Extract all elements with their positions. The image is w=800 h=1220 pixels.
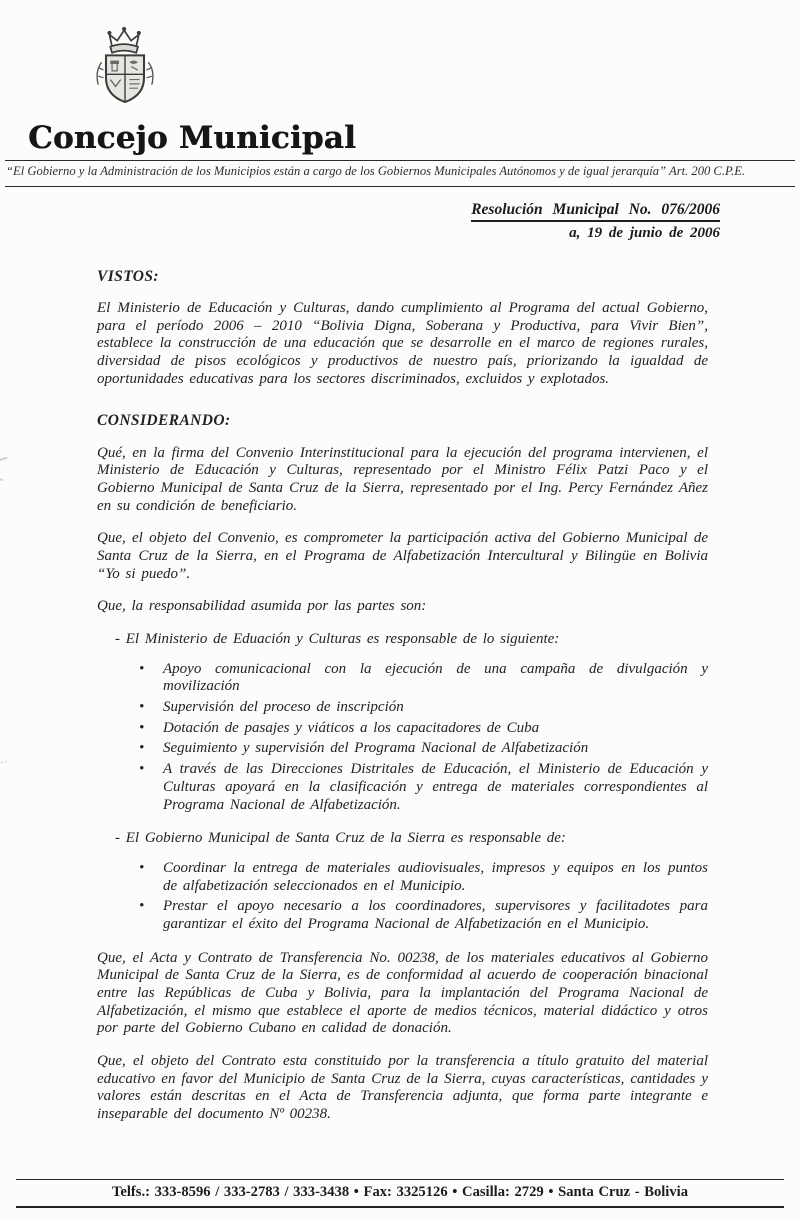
list-item-text: Apoyo comunicacional con la ejecución de una campaña de divulgación y movilización — [163, 660, 708, 695]
bullet-icon: • — [139, 761, 145, 778]
letterfoot — [16, 1179, 784, 1208]
bullet-icon: • — [139, 699, 145, 716]
paragraph-responsabilidad: Que, la responsabilidad asumida por las partes son: — [97, 598, 427, 615]
organization-name: Concejo Municipal — [28, 120, 356, 156]
header-divider-bottom — [5, 186, 795, 187]
contact-info: Telfs.: 333-8596 / 333-2783 / 333-3438 • Fax: 3325126 • Casilla: 2729 • Santa Cruz - Bolivia — [111, 1184, 688, 1200]
scan-artifact — [0, 756, 22, 791]
paragraph-convenio-firma: Qué, en la firma del Convenio Interinstitucional para la ejecución del programa intervienen, el Ministerio de Educación y Culturas, representado por el Ministro Félix Patzi Paco y el Gobierno Municipal de Santa Cruz de la Sierra, representado por el Ing. Percy Fernández Añez en su condición de beneficiario. — [97, 444, 708, 514]
list-item — [139, 720, 708, 738]
list-item-text: A través de las Direcciones Distritales de Educación, el Ministerio de Educación y Culturas apoyará en la clasificación y entrega de materiales correspondientes al Programa Nacional de Alfabetización. — [163, 761, 708, 813]
bullet-icon: • — [139, 898, 145, 915]
resolution-title-block — [0, 201, 800, 242]
bullet-icon: • — [139, 859, 145, 876]
ministry-responsibilities-intro: - El Ministerio de Eduación y Culturas es responsable de lo siguiente: — [115, 631, 560, 648]
list-item-text: Seguimiento y supervisión del Programa Nacional de Alfabetización — [163, 740, 589, 757]
list-item-text: Dotación de pasajes y viáticos a los capacitadores de Cuba — [163, 719, 540, 736]
document-body — [97, 268, 708, 1124]
coat-of-arms-icon — [86, 26, 164, 121]
resolution-title: Resolución Municipal No. 076/2006 — [471, 201, 720, 222]
paragraph-acta-contrato: Que, el Acta y Contrato de Transferencia No. 00238, de los materiales educativos al Gobierno Municipal de Santa Cruz de la Sierra, es de conformidad al acuerdo de cooperación binacional entre las Repúblicas de Cuba y Bolivia, para la implantación del Programa Nacional de Alfabetización, el mismo que establece el aporte de medios técnicos, material didáctico y otros por parte del Gobierno Cubano en calidad de donación. — [97, 949, 708, 1037]
list-item-text: Supervisión del proceso de inscripción — [163, 699, 404, 716]
resolution-date: a, 19 de junio de 2006 — [569, 224, 720, 241]
scan-artifact — [0, 452, 22, 486]
ministry-responsibilities-list — [139, 661, 708, 815]
bullet-icon: • — [139, 740, 145, 757]
bullet-icon: • — [139, 660, 145, 677]
list-item — [139, 661, 708, 696]
list-item — [139, 740, 708, 758]
constitutional-quote: “El Gobierno y la Administración de los Municipios están a cargo de los Gobiernos Municipales Autónomos y de igual jerarquía” Art. 200 C.P.E. — [6, 163, 746, 178]
list-item — [139, 860, 708, 895]
paragraph-objeto-convenio: Que, el objeto del Convenio, es comprometer la participación activa del Gobierno Municipal de Santa Cruz de la Sierra, en el Programa de Alfabetización Intercultural y Bilingüe en Bolivia “Yo si puedo”. — [97, 530, 708, 582]
coat-of-arms — [86, 26, 800, 122]
letterhead — [0, 0, 800, 155]
section-heading-vistos: VISTOS: — [97, 267, 159, 285]
municipality-responsibilities-list — [139, 860, 708, 934]
list-item-text: Prestar el apoyo necesario a los coordinadores, supervisores y facilitadotes para garantizar el éxito del Programa Nacional de Alfabetización en el Municipio. — [163, 898, 708, 932]
list-item — [139, 761, 708, 814]
list-item-text: Coordinar la entrega de materiales audiovisuales, impresos y equipos en los puntos de alfabetización seleccionados en el Municipio. — [163, 859, 708, 894]
list-item — [139, 898, 708, 933]
municipality-responsibilities-intro: - El Gobierno Municipal de Santa Cruz de la Sierra es responsable de: — [115, 830, 566, 847]
paragraph-objeto-contrato: Que, el objeto del Contrato esta constituido por la transferencia a título gratuito del material educativo en favor del Municipio de Santa Cruz de la Sierra, cuyas características, cantidades y valores están descritas en el Acta de Transferencia adjunta, que forma parte integrante e inseparable del documento Nº 00238. — [97, 1053, 708, 1123]
list-item — [139, 699, 708, 717]
bullet-icon: • — [139, 719, 145, 736]
paragraph-vistos: El Ministerio de Educación y Culturas, dando cumplimiento al Programa del actual Gobierno, para el período 2006 – 2010 “Bolivia Digna, Soberana y Productiva, para Vivir Bien”, establece la construcción de una educación que se desarrolle en el marco de regiones rurales, diversidad de pisos ecológicos y productivos de nuestro país, priorizando la igualdad de oportunidades educativas para los sectores discriminados, excluidos y explotados. — [97, 299, 708, 387]
section-heading-considerando: CONSIDERANDO: — [97, 412, 231, 430]
